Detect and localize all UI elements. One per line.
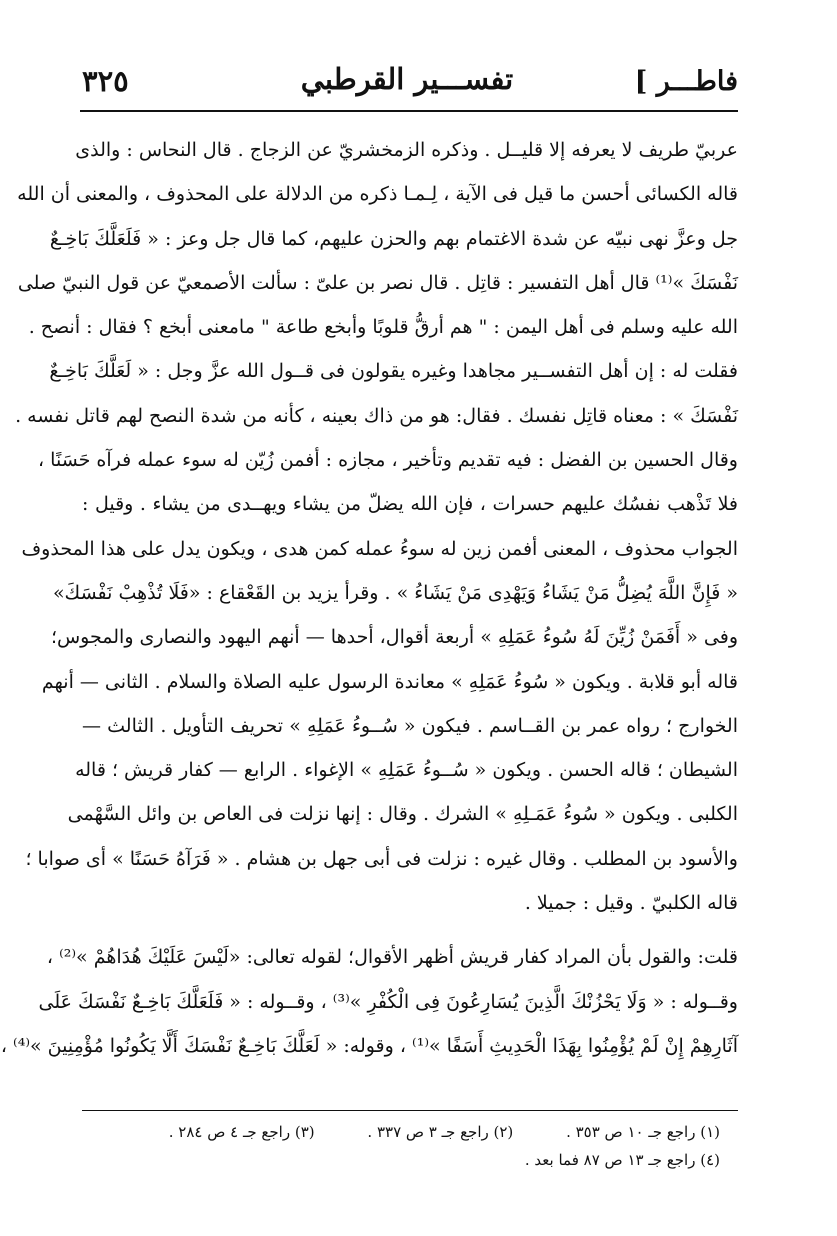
- text-line: وقال الحسين بن الفضل : فيه تقديم وتأخير ، مجازه : أفمن زُيّن له سوء عمله فرآه حَسَنًا ،: [38, 449, 738, 472]
- text-line: قاله الكلبيّ . وقيل : جميلا .: [524, 892, 738, 915]
- text-line: الخوارج ؛ رواه عمر بن القــاسم . فيكون « سُــوءُ عَمَلِهِ » تحريف التأويل . الثالث —: [82, 714, 738, 737]
- book-title: تفســـير القرطبي: [300, 62, 514, 96]
- footnote-row: [120, 1118, 720, 1146]
- page-number: ٣٢٥: [82, 64, 129, 98]
- text-line: الجواب محذوف ، المعنى أفمن زين له سوءُ عمله كمن هدى ، ويكون يدل على هذا المحذوف: [21, 537, 738, 560]
- text-line: « فَإِنَّ اللَّهَ يُضِلُّ مَنْ يَشَاءُ وَيَهْدِى مَنْ يَشَاءُ » . وقرأ يزيد بن القَعْقاع : «فَلَا تُذْهِبْ نَفْسَكَ»: [52, 581, 738, 604]
- comment-line: وقــوله : « وَلَا يَحْزُنْكَ الَّذِينَ يُسَارِعُونَ فِى الْكُفْرِ »⁽³⁾ ، وقــوله : « فَلَعَلَّكَ بَاخِـعٌ نَفْسَكَ عَلَى: [38, 990, 738, 1013]
- header-divider: [80, 110, 738, 112]
- text-line: الله عليه وسلم فى أهل اليمن : " هم أرقُّ قلوبًا وأبخع طاعة " مامعنى أبخع ؟ فقال : أنصح .: [28, 316, 738, 339]
- text-line: فقلت له : إن أهل التفســير مجاهدا وغيره يقولون فى قــول الله عزَّ وجل : « لَعَلَّكَ بَاخِـعٌ: [49, 360, 738, 383]
- text-line: وفى « أَفَمَنْ زُيِّنَ لَهُ سُوءُ عَمَلِهِ » أربعة أقوال، أحدها — أنهم اليهود والنصارى والمجوس؛: [50, 626, 738, 649]
- footnote-3: (٣) راجع جـ ٤ ص ٢٨٤ .: [168, 1123, 315, 1141]
- text-line: نَفْسَكَ » : معناه قاتِل نفسك . فقال: هو من ذاك بعينه ، كأنه من شدة النصح لهم قاتل نفسه .: [15, 404, 738, 427]
- text-line: الكلبى . ويكون « سُوءُ عَمَـلِهِ » الشرك . وقال : إنها نزلت فى العاص بن وائل السَّهْمى: [67, 803, 738, 826]
- footnotes: [120, 1118, 720, 1174]
- footnote-4: (٤) راجع جـ ١٣ ص ٨٧ فما بعد .: [524, 1151, 720, 1169]
- text-line: قاله الكسائى أحسن ما قيل فى الآية ، لِـمـا ذكره من الدلالة على المحذوف ، والمعنى أن الله: [17, 183, 738, 206]
- paragraph-gap: [82, 925, 738, 935]
- text-line: عربيّ طريف لا يعرفه إلا قليــل . وذكره الزمخشريّ عن الزجاج . قال النحاس : والذى: [75, 139, 738, 161]
- footnote-divider: [82, 1110, 738, 1111]
- text-line: فلا تَذْهب نفسُك عليهم حسرات ، فإن الله يضلّ من يشاء ويهــدى من يشاء . وقيل :: [82, 493, 738, 516]
- footnote-row: [120, 1146, 720, 1174]
- text-line: قاله أبو قلابة . ويكون « سُوءُ عَمَلِهِ » معاندة الرسول عليه الصلاة والسلام . الثانى — أنهم: [41, 670, 738, 693]
- comment-line: قلت: والقول بأن المراد كفار قريش أظهر الأقوال؛ لقوله تعالى: «لَيْسَ عَلَيْكَ هُدَاهُمْ »⁽²⁾ ،: [46, 946, 738, 969]
- commentary-text: [0, 128, 738, 1068]
- footnote-1: (١) راجع جـ ١٠ ص ٣٥٣ .: [566, 1123, 720, 1141]
- text-line: والأسود بن المطلب . وقال غيره : نزلت فى أبى جهل بن هشام . « فَرَآهُ حَسَنًا » أى صوابا ؛: [25, 847, 738, 870]
- text-line: جل وعزَّ نهى نبيّه عن شدة الاغتمام بهم والحزن عليهم، كما قال جل وعز : « فَلَعَلَّكَ بَاخِـعٌ: [49, 227, 738, 250]
- comment-line: آثَارِهِمْ إِنْ لَمْ يُؤْمِنُوا بِهَذَا الْحَدِيثِ أَسَفًا »⁽¹⁾ ، وقوله: « لَعَلَّكَ بَاخِـعٌ نَفْسَكَ أَلَّا يَكُونُوا مُؤْمِنِينَ »⁽⁴⁾ ،: [0, 1034, 738, 1057]
- text-line: الشيطان ؛ قاله الحسن . ويكون « سُــوءُ عَمَلِهِ » الإغواء . الرابع — كفار قريش ؛ قاله: [75, 759, 738, 782]
- footnote-2: (٢) راجع جـ ٣ ص ٣٣٧ .: [367, 1123, 514, 1141]
- surah-name: فاطـــر ]: [634, 66, 738, 97]
- text-line: نَفْسَكَ »⁽¹⁾ قال أهل التفسير : قاتِل . قال نصر بن علىّ : سألت الأصمعيّ عن قول النبيّ صلى: [17, 271, 738, 294]
- page-header: [76, 58, 738, 108]
